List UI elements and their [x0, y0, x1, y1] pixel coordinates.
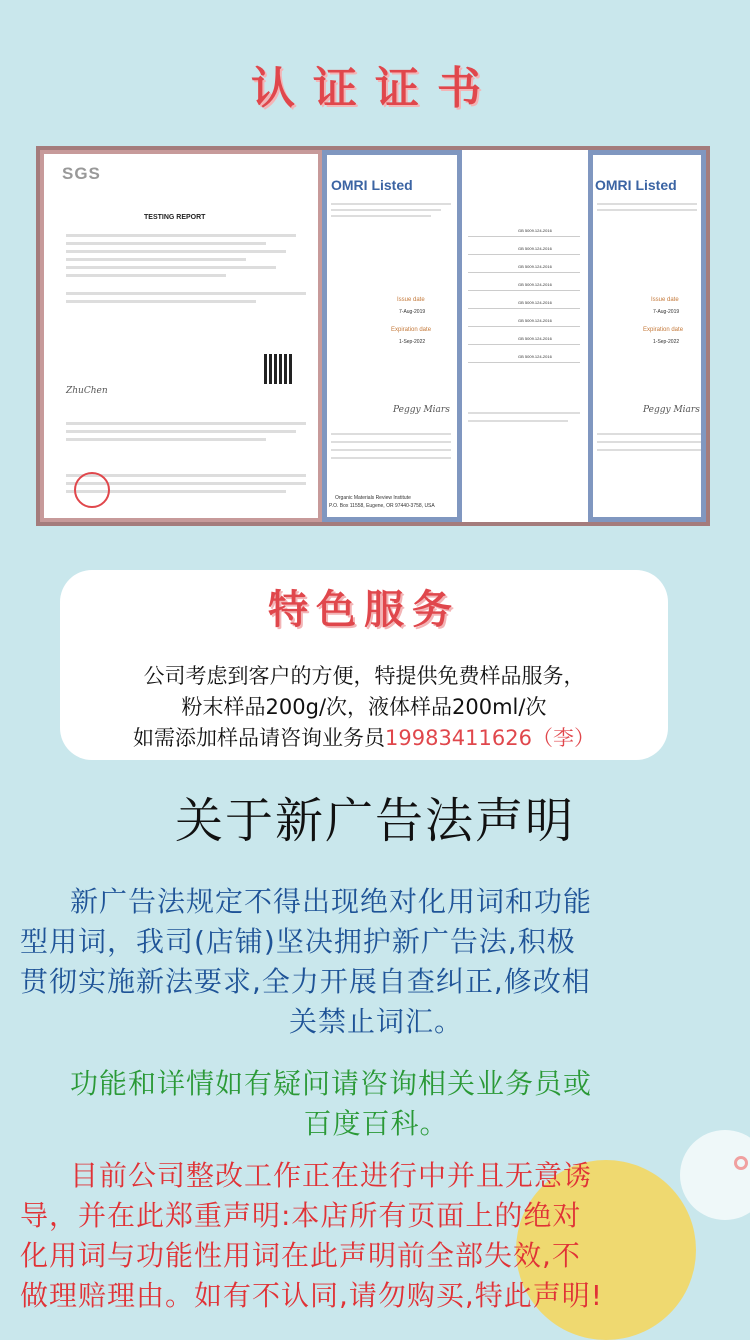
table-row: GB 5009.124-2016 — [468, 354, 580, 363]
decorative-ring — [734, 1156, 748, 1170]
sgs-signature: ZhuChen — [66, 386, 108, 396]
omri-address: P.O. Box 11558, Eugene, OR 97440-3758, USA — [329, 503, 435, 509]
sgs-logo: SGS — [62, 164, 101, 183]
omri-heading-2: OMRI Listed — [595, 177, 677, 193]
notice-paragraph-1: 新广告法规定不得出现绝对化用词和功能 型用词，我司(店铺)坚决拥护新广告法,积极 贯彻实施新法要求,全力开展自查纠正,修改相 关禁止词汇。 — [20, 885, 593, 1038]
service-contact-text: 如需添加样品请咨询业务员 — [133, 726, 385, 750]
notice-title: 关于新广告法声明 — [174, 793, 575, 849]
report-title: TESTING REPORT — [144, 214, 206, 221]
sgs-certificate-image — [40, 150, 322, 522]
issue-date-value-2: 7-Aug-2019 — [653, 309, 680, 315]
service-title: 特色服务 — [268, 586, 460, 633]
omri-signature: Peggy Miars — [393, 405, 450, 415]
table-row: GB 5009.124-2016 — [468, 336, 580, 345]
service-line-2: 粉末样品200g/次，液体样品200ml/次 — [181, 695, 547, 719]
omri-institute: Organic Materials Review Institute — [335, 495, 411, 501]
notice-paragraph-3: 目前公司整改工作正在进行中并且无意诱 导，并在此郑重声明:本店所有页面上的绝对 化用词与功能性用词在此声明前全部失效,不 做理赔理由。如有不认同,请勿购买,特此声明! — [20, 1159, 604, 1312]
expiration-date-value-2: 1-Sep-2022 — [653, 339, 680, 345]
table-row: GB 5009.124-2016 — [468, 318, 580, 327]
expiration-date-label-2: Expiration date — [643, 327, 684, 333]
issue-date-value: 7-Aug-2019 — [399, 309, 426, 315]
service-line-3 — [60, 722, 668, 752]
omri-certificate-image-2 — [588, 150, 706, 522]
certificate-section-title: 认证证书 — [251, 63, 499, 114]
stamp-seal-icon — [74, 472, 110, 508]
table-row: GB 5009.124-2016 — [468, 282, 580, 291]
table-row: GB 5009.124-2016 — [468, 264, 580, 273]
omri-signature-2: Peggy Miars — [643, 405, 700, 415]
service-line-1: 公司考虑到客户的方便，特提供免费样品服务， — [143, 664, 585, 688]
expiration-date-value: 1-Sep-2022 — [399, 339, 426, 345]
table-row: GB 5009.124-2016 — [468, 228, 580, 237]
omri-certificate-image — [322, 150, 462, 522]
service-phone: 19983411626（李） — [385, 726, 595, 750]
issue-date-label: Issue date — [397, 297, 425, 303]
table-row: GB 5009.124-2016 — [468, 246, 580, 255]
test-table-certificate-image — [462, 150, 588, 522]
table-row: GB 5009.124-2016 — [468, 300, 580, 309]
qr-code-icon — [264, 354, 294, 384]
expiration-date-label: Expiration date — [391, 327, 432, 333]
omri-heading: OMRI Listed — [331, 177, 413, 193]
issue-date-label-2: Issue date — [651, 297, 679, 303]
notice-paragraph-2: 功能和详情如有疑问请咨询相关业务员或 百度百科。 — [70, 1067, 593, 1140]
